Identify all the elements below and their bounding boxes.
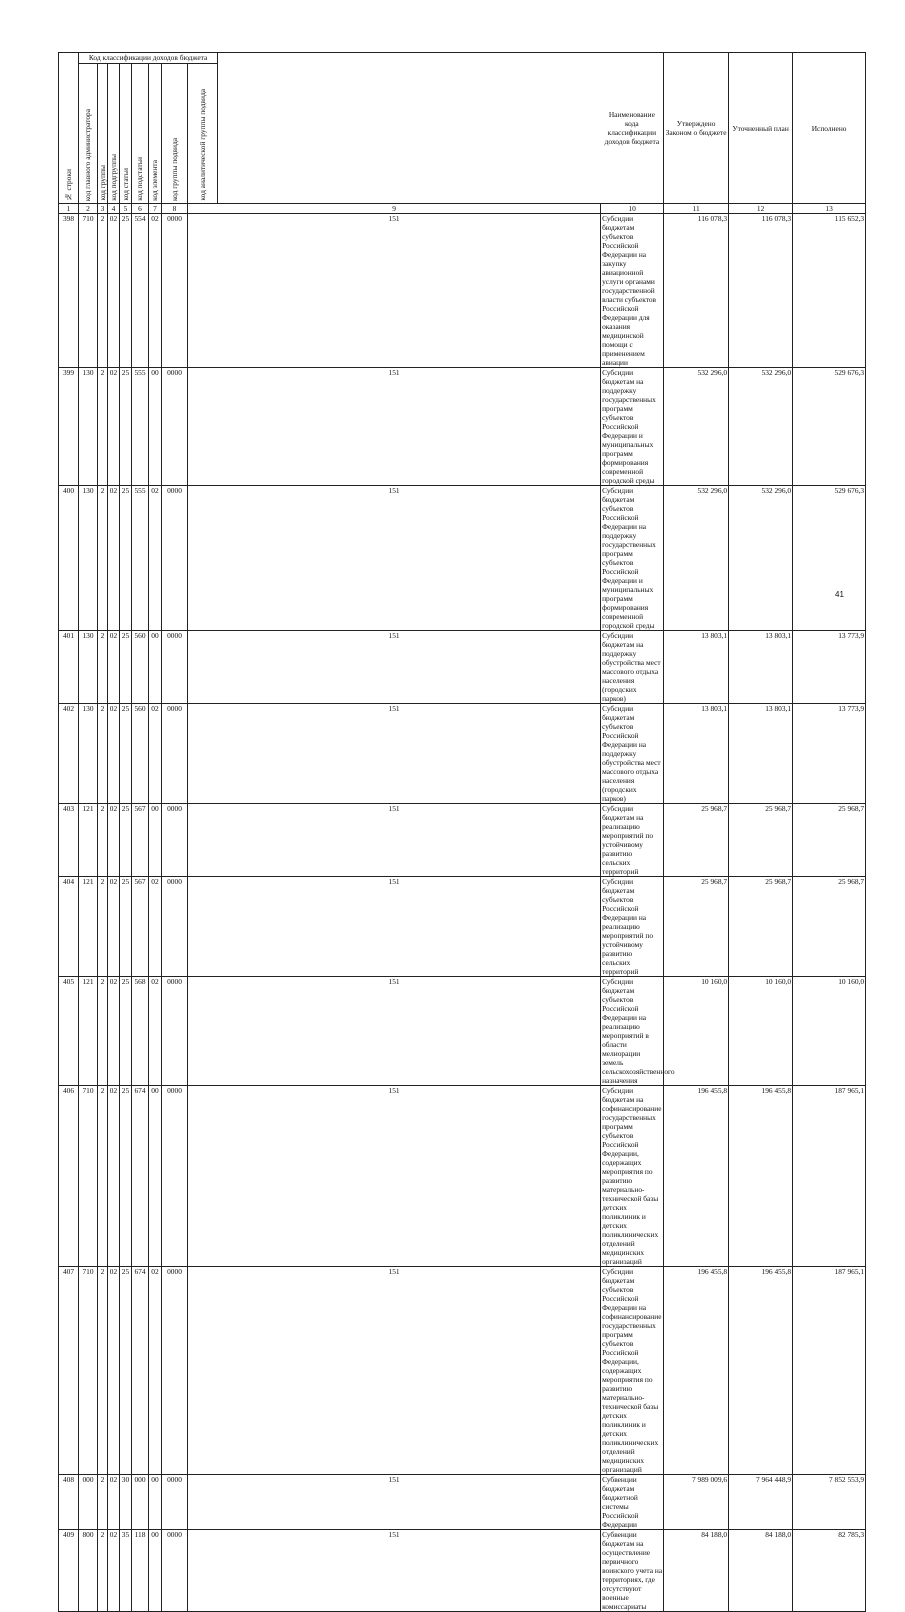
- analytic-group-code-cell: 151: [188, 977, 601, 1086]
- table-row: [59, 804, 866, 877]
- table-row: [59, 1475, 866, 1530]
- analytic-group-code-cell: 151: [188, 1267, 601, 1475]
- table-row: [59, 486, 866, 631]
- column-number: 7: [149, 204, 162, 214]
- classification-code-header: Код классификации доходов бюджета: [79, 53, 218, 64]
- approved-cell: 532 296,0: [664, 486, 729, 631]
- income-name-cell: Субсидии бюджетам субъектов Российской Федерации на поддержку обустройства мест массового отдыха населения (городских парков): [601, 704, 664, 804]
- table-row: [59, 214, 866, 368]
- approved-cell: 196 455,8: [664, 1267, 729, 1475]
- executed-cell: 13 773,9: [793, 704, 866, 804]
- approved-cell: 84 188,0: [664, 1530, 729, 1612]
- subarticle-code-cell: 568: [132, 977, 149, 1086]
- subarticle-code-cell: 555: [132, 486, 149, 631]
- analytic-group-code-header-text: код аналитической группы подвида: [197, 89, 207, 201]
- subtype-group-code-cell: 0000: [162, 877, 188, 977]
- table-row: [59, 631, 866, 704]
- executed-cell: 25 968,7: [793, 877, 866, 977]
- subarticle-code-cell: 555: [132, 368, 149, 486]
- group-code-cell: 2: [98, 486, 108, 631]
- article-code-cell: 25: [120, 631, 132, 704]
- subtype-group-code-header: [162, 64, 188, 204]
- analytic-group-code-header: [188, 64, 218, 204]
- executed-cell: 25 968,7: [793, 804, 866, 877]
- analytic-group-code-cell: 151: [188, 877, 601, 977]
- subgroup-code-cell: 02: [108, 1475, 120, 1530]
- approved-cell: 13 803,1: [664, 631, 729, 704]
- revised-cell: 84 188,0: [729, 1530, 793, 1612]
- subgroup-code-cell: 02: [108, 804, 120, 877]
- admin-code-cell: 130: [79, 486, 98, 631]
- group-code-cell: 2: [98, 1475, 108, 1530]
- approved-cell: 25 968,7: [664, 877, 729, 977]
- line-number-cell: 405: [59, 977, 79, 1086]
- subtype-group-code-cell: 0000: [162, 368, 188, 486]
- executed-cell: 187 965,1: [793, 1086, 866, 1267]
- executed-cell: 7 852 553,9: [793, 1475, 866, 1530]
- revised-cell: 13 803,1: [729, 631, 793, 704]
- subtype-group-code-cell: 0000: [162, 486, 188, 631]
- subgroup-code-header-text: код подгруппы: [108, 154, 118, 201]
- executed-header: Исполнено: [793, 53, 866, 204]
- article-code-header: [120, 64, 132, 204]
- element-code-header: [149, 64, 162, 204]
- subarticle-code-cell: 567: [132, 804, 149, 877]
- analytic-group-code-cell: 151: [188, 704, 601, 804]
- group-code-cell: 2: [98, 1530, 108, 1612]
- income-name-cell: Субсидии бюджетам на поддержку государственных программ субъектов Российской Федерации и муниципальных программ формирования современной городской среды: [601, 368, 664, 486]
- subgroup-code-header: [108, 64, 120, 204]
- column-number-row: [59, 204, 866, 214]
- revised-cell: 532 296,0: [729, 368, 793, 486]
- column-number: 3: [98, 204, 108, 214]
- element-code-cell: 02: [149, 486, 162, 631]
- income-name-cell: Субсидии бюджетам на поддержку обустройства мест массового отдыха населения (городских парков): [601, 631, 664, 704]
- group-code-cell: 2: [98, 704, 108, 804]
- article-code-cell: 35: [120, 1530, 132, 1612]
- budget-income-table: [58, 52, 866, 1612]
- element-code-cell: 02: [149, 214, 162, 368]
- subgroup-code-cell: 02: [108, 1530, 120, 1612]
- element-code-header-text: код элемента: [150, 160, 159, 201]
- revised-cell: 7 964 448,9: [729, 1475, 793, 1530]
- line-number-cell: 402: [59, 704, 79, 804]
- column-number: 13: [793, 204, 866, 214]
- revised-cell: 13 803,1: [729, 704, 793, 804]
- table-row: [59, 1086, 866, 1267]
- column-number: 10: [601, 204, 664, 214]
- admin-code-cell: 121: [79, 977, 98, 1086]
- admin-code-cell: 710: [79, 1086, 98, 1267]
- subarticle-code-cell: 674: [132, 1086, 149, 1267]
- column-number: 6: [132, 204, 149, 214]
- subgroup-code-cell: 02: [108, 368, 120, 486]
- revised-cell: 196 455,8: [729, 1086, 793, 1267]
- subtype-group-code-cell: 0000: [162, 704, 188, 804]
- subgroup-code-cell: 02: [108, 486, 120, 631]
- income-name-cell: Субсидии бюджетам на реализацию мероприятий по устойчивому развитию сельских территорий: [601, 804, 664, 877]
- table-row: [59, 368, 866, 486]
- revised-cell: 116 078,3: [729, 214, 793, 368]
- group-code-cell: 2: [98, 877, 108, 977]
- element-code-cell: 02: [149, 1267, 162, 1475]
- group-code-cell: 2: [98, 631, 108, 704]
- subarticle-code-cell: 000: [132, 1475, 149, 1530]
- subtype-group-code-cell: 0000: [162, 631, 188, 704]
- subgroup-code-cell: 02: [108, 1267, 120, 1475]
- approved-cell: 116 078,3: [664, 214, 729, 368]
- admin-code-cell: 710: [79, 1267, 98, 1475]
- line-number-cell: 398: [59, 214, 79, 368]
- subtype-group-code-cell: 0000: [162, 1530, 188, 1612]
- income-name-cell: Субсидии бюджетам субъектов Российской Федерации на поддержку государственных программ субъектов Российской Федерации и муниципальных программ формирования современной городской среды: [601, 486, 664, 631]
- subarticle-code-cell: 560: [132, 631, 149, 704]
- group-code-cell: 2: [98, 214, 108, 368]
- admin-code-header-text: код главного администратора: [83, 108, 92, 201]
- line-number-cell: 401: [59, 631, 79, 704]
- subtype-group-code-cell: 0000: [162, 804, 188, 877]
- revised-cell: 25 968,7: [729, 877, 793, 977]
- article-code-cell: 25: [120, 704, 132, 804]
- approved-cell: 25 968,7: [664, 804, 729, 877]
- column-number: 11: [664, 204, 729, 214]
- column-number: 1: [59, 204, 79, 214]
- group-code-cell: 2: [98, 977, 108, 1086]
- line-number-cell: 407: [59, 1267, 79, 1475]
- approved-cell: 13 803,1: [664, 704, 729, 804]
- table-row: [59, 1267, 866, 1475]
- article-code-cell: 25: [120, 1086, 132, 1267]
- approved-cell: 532 296,0: [664, 368, 729, 486]
- name-header: Наименование кода классификации доходов бюджета: [601, 53, 664, 204]
- article-code-cell: 25: [120, 486, 132, 631]
- revised-cell: 196 455,8: [729, 1267, 793, 1475]
- approved-cell: 7 989 009,6: [664, 1475, 729, 1530]
- subarticle-code-cell: 674: [132, 1267, 149, 1475]
- subgroup-code-cell: 02: [108, 1086, 120, 1267]
- admin-code-cell: 121: [79, 877, 98, 977]
- subgroup-code-cell: 02: [108, 977, 120, 1086]
- table-row: [59, 1530, 866, 1612]
- revised-header: Уточненный план: [729, 53, 793, 204]
- element-code-cell: 02: [149, 704, 162, 804]
- group-code-cell: 2: [98, 804, 108, 877]
- subtype-group-code-cell: 0000: [162, 1086, 188, 1267]
- subtype-group-code-cell: 0000: [162, 1267, 188, 1475]
- admin-code-cell: 121: [79, 804, 98, 877]
- article-code-header-text: код статьи: [120, 168, 130, 201]
- subtype-group-code-cell: 0000: [162, 214, 188, 368]
- analytic-group-code-cell: 151: [188, 804, 601, 877]
- article-code-cell: 30: [120, 1475, 132, 1530]
- line-number-header-text: № строки: [63, 168, 73, 201]
- analytic-group-code-cell: 151: [188, 631, 601, 704]
- table-row: [59, 977, 866, 1086]
- subtype-group-code-cell: 0000: [162, 977, 188, 1086]
- revised-cell: 10 160,0: [729, 977, 793, 1086]
- subgroup-code-cell: 02: [108, 631, 120, 704]
- element-code-cell: 00: [149, 1086, 162, 1267]
- revised-cell: 25 968,7: [729, 804, 793, 877]
- executed-cell: 82 785,3: [793, 1530, 866, 1612]
- subarticle-code-cell: 560: [132, 704, 149, 804]
- group-code-cell: 2: [98, 1267, 108, 1475]
- line-number-cell: 406: [59, 1086, 79, 1267]
- element-code-cell: 02: [149, 977, 162, 1086]
- executed-cell: 115 652,3: [793, 214, 866, 368]
- spacer-header: [218, 53, 601, 204]
- line-number-cell: 409: [59, 1530, 79, 1612]
- analytic-group-code-cell: 151: [188, 368, 601, 486]
- analytic-group-code-cell: 151: [188, 1086, 601, 1267]
- group-code-header: [98, 64, 108, 204]
- income-name-cell: Субсидии бюджетам субъектов Российской Федерации на реализацию мероприятий по устойчивому развитию сельских территорий: [601, 877, 664, 977]
- element-code-cell: 00: [149, 1530, 162, 1612]
- line-number-cell: 403: [59, 804, 79, 877]
- element-code-cell: 00: [149, 804, 162, 877]
- table-row: [59, 877, 866, 977]
- income-name-cell: Субвенции бюджетам бюджетной системы Российской Федерации: [601, 1475, 664, 1530]
- subgroup-code-cell: 02: [108, 214, 120, 368]
- article-code-cell: 25: [120, 804, 132, 877]
- line-number-cell: 400: [59, 486, 79, 631]
- line-number-cell: 399: [59, 368, 79, 486]
- admin-code-cell: 800: [79, 1530, 98, 1612]
- analytic-group-code-cell: 151: [188, 1475, 601, 1530]
- article-code-cell: 25: [120, 877, 132, 977]
- element-code-cell: 00: [149, 1475, 162, 1530]
- article-code-cell: 25: [120, 214, 132, 368]
- executed-cell: 529 676,3: [793, 368, 866, 486]
- executed-cell: 13 773,9: [793, 631, 866, 704]
- analytic-group-code-cell: 151: [188, 486, 601, 631]
- subgroup-code-cell: 02: [108, 877, 120, 977]
- approved-header: Утверждено Законом о бюджете: [664, 53, 729, 204]
- analytic-group-code-cell: 151: [188, 1530, 601, 1612]
- column-number: 9: [188, 204, 601, 214]
- article-code-cell: 25: [120, 1267, 132, 1475]
- executed-cell: 187 965,1: [793, 1267, 866, 1475]
- article-code-cell: 25: [120, 368, 132, 486]
- income-name-cell: Субсидии бюджетам субъектов Российской Федерации на реализацию мероприятий в области мелиорации земель сельскохозяйственного назначения: [602, 977, 675, 1085]
- admin-code-cell: 130: [79, 368, 98, 486]
- subtype-group-code-header-text: код группы подвида: [169, 137, 179, 201]
- line-number-cell: 404: [59, 877, 79, 977]
- subtype-group-code-cell: 0000: [162, 1475, 188, 1530]
- page-number: 41: [835, 590, 844, 599]
- income-name-cell: Субвенции бюджетам на осуществление первичного воинского учета на территориях, где отсутствуют военные комиссариаты: [602, 1530, 663, 1611]
- subarticle-code-cell: 567: [132, 877, 149, 977]
- income-name-cell: Субсидии бюджетам субъектов Российской Федерации на софинансирование государственных программ субъектов Российской Федерации, содержащих мероприятия по развитию материально-технической базы детских поликлиник и детских поликлинических отделений медицинских организаций: [601, 1267, 664, 1475]
- admin-code-header: [79, 64, 98, 204]
- analytic-group-code-cell: 151: [188, 214, 601, 368]
- group-code-cell: 2: [98, 1086, 108, 1267]
- income-name-cell: Субсидии бюджетам субъектов Российской Федерации на закупку авиационной услуги органами государственной власти субъектов Российской Федерации для оказания медицинской помощи с применением авиации: [601, 214, 664, 368]
- element-code-cell: 02: [149, 877, 162, 977]
- executed-cell: 529 676,3: [793, 486, 866, 631]
- admin-code-cell: 710: [79, 214, 98, 368]
- article-code-cell: 25: [120, 977, 132, 1086]
- revised-cell: 532 296,0: [729, 486, 793, 631]
- element-code-cell: 00: [149, 631, 162, 704]
- budget-sheet: [58, 52, 866, 1612]
- admin-code-cell: 130: [79, 704, 98, 804]
- admin-code-cell: 000: [79, 1475, 98, 1530]
- subarticle-code-cell: 554: [132, 214, 149, 368]
- subarticle-code-cell: 118: [132, 1530, 149, 1612]
- column-number: 5: [120, 204, 132, 214]
- subarticle-code-header-text: код подстатьи: [135, 157, 144, 201]
- line-number-header: [59, 53, 79, 204]
- column-number: 4: [108, 204, 120, 214]
- admin-code-cell: 130: [79, 631, 98, 704]
- subgroup-code-cell: 02: [108, 704, 120, 804]
- column-number: 12: [729, 204, 793, 214]
- table-body: [59, 214, 866, 1612]
- executed-cell: 10 160,0: [793, 977, 866, 1086]
- column-number: 8: [162, 204, 188, 214]
- column-number: 2: [79, 204, 98, 214]
- income-name-cell: Субсидии бюджетам на софинансирование государственных программ субъектов Российской Федерации, содержащих мероприятия по развитию материально-технической базы детских поликлиник и детских поликлинических отделений медицинских организаций: [601, 1086, 664, 1267]
- approved-cell: 10 160,0: [664, 977, 729, 1086]
- group-code-header-text: код группы: [97, 165, 107, 201]
- line-number-cell: 408: [59, 1475, 79, 1530]
- approved-cell: 196 455,8: [664, 1086, 729, 1267]
- group-code-cell: 2: [98, 368, 108, 486]
- subarticle-code-header: [132, 64, 149, 204]
- element-code-cell: 00: [149, 368, 162, 486]
- table-row: [59, 704, 866, 804]
